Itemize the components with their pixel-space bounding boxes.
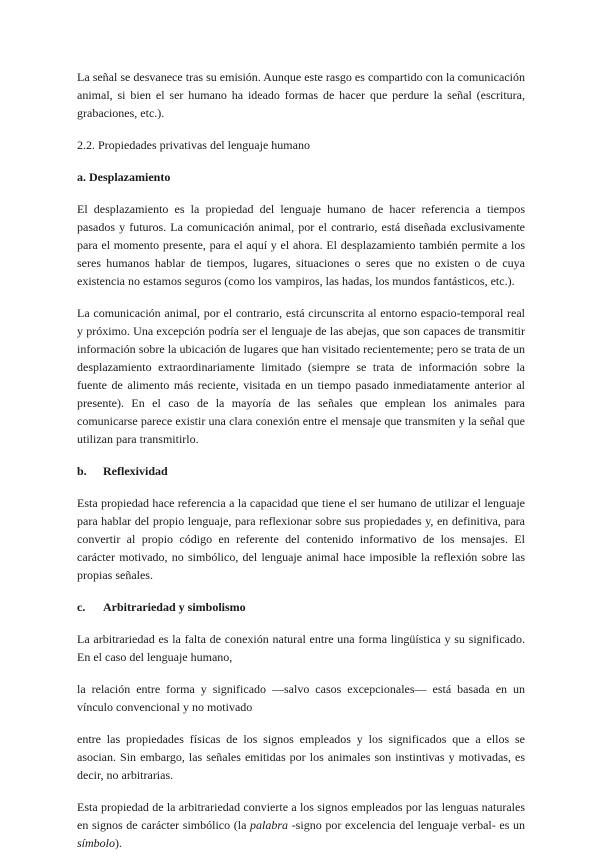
paragraph-reflexividad: Esta propiedad hace referencia a la capacidad que tiene el ser humano de utilizar el lenguaje para hablar del propio lenguaje, para reflexionar sobre sus propiedades y, en definitiva, para convertir al propio código en referente del contenido informativo de los mensajes. El carácter motivado, no simbólico, del lenguaje animal hace imposible la reflexión sobre las propias señales. [77, 496, 525, 582]
heading-reflexividad [77, 462, 525, 480]
paragraph-desplazamiento-2: La comunicación animal, por el contrario, está circunscrita al entorno espacio-temporal real y próximo. Una excepción podría ser el lenguaje de las abejas, que son capaces de transmitir información sobre la ubicación de lugares que han visitado recientemente; pero se trata de un desplazamiento extraordinariamente limitado (siempre se trata de información sobre la fuente de alimento más reciente, visitada en un tiempo pasado inmediatamente anterior al presente). En el caso de la mayoría de las señales que emplean los animales para comunicarse parece existir una clara conexión entre el mensaje que transmiten y la señal que utilizan para transmitirlo. [77, 306, 525, 446]
heading-text: Arbitrariedad y simbolismo [103, 600, 246, 614]
paragraph-arbitrariedad-2: la relación entre forma y significado —salvo casos excepcionales— está basada en un vínculo convencional y no motivado [77, 682, 525, 714]
italic-term: palabra [250, 818, 289, 832]
paragraph-arbitrariedad-4 [77, 798, 525, 852]
paragraph-intro: La señal se desvanece tras su emisión. Aunque este rasgo es compartido con la comunicación animal, si bien el ser humano ha ideado formas de hacer que perdure la señal (escritura, grabaciones, etc.). [77, 70, 525, 120]
heading-desplazamiento: a. Desplazamiento [77, 170, 171, 184]
heading-label: b. [77, 464, 87, 478]
text-run: -signo por excelencia del lenguaje verbal- es un [288, 818, 525, 832]
text-run: ). [115, 836, 123, 850]
section-heading: 2.2. Propiedades privativas del lenguaje humano [77, 138, 310, 152]
italic-term: símbolo [77, 836, 116, 850]
paragraph-arbitrariedad-1: La arbitrariedad es la falta de conexión natural entre una forma lingüística y su significado. En el caso del lenguaje humano, [77, 632, 525, 664]
document-page [77, 68, 525, 866]
heading-arbitrariedad [77, 598, 525, 616]
text-run: Esta propiedad de la arbitrariedad convierte a los signos empleados por las lenguas naturales en signos de carácter simbólico (la [77, 800, 525, 832]
heading-label: c. [77, 600, 86, 614]
heading-text: Reflexividad [103, 464, 168, 478]
paragraph-arbitrariedad-3: entre las propiedades físicas de los signos empleados y los significados que a ellos se asocian. Sin embargo, las señales emitidas por los animales son instintivas y motivadas, es decir, no arbitrarias. [77, 732, 525, 782]
paragraph-desplazamiento-1: El desplazamiento es la propiedad del lenguaje humano de hacer referencia a tiempos pasados y futuros. La comunicación animal, por el contrario, está diseñada exclusivamente para el momento presente, para el aquí y el ahora. El desplazamiento también permite a los seres humanos hablar de tiempos, lugares, situaciones o seres que no existen o de cuya existencia no estamos seguros (como los vampiros, las hadas, los mundos fantásticos, etc.). [77, 202, 525, 288]
